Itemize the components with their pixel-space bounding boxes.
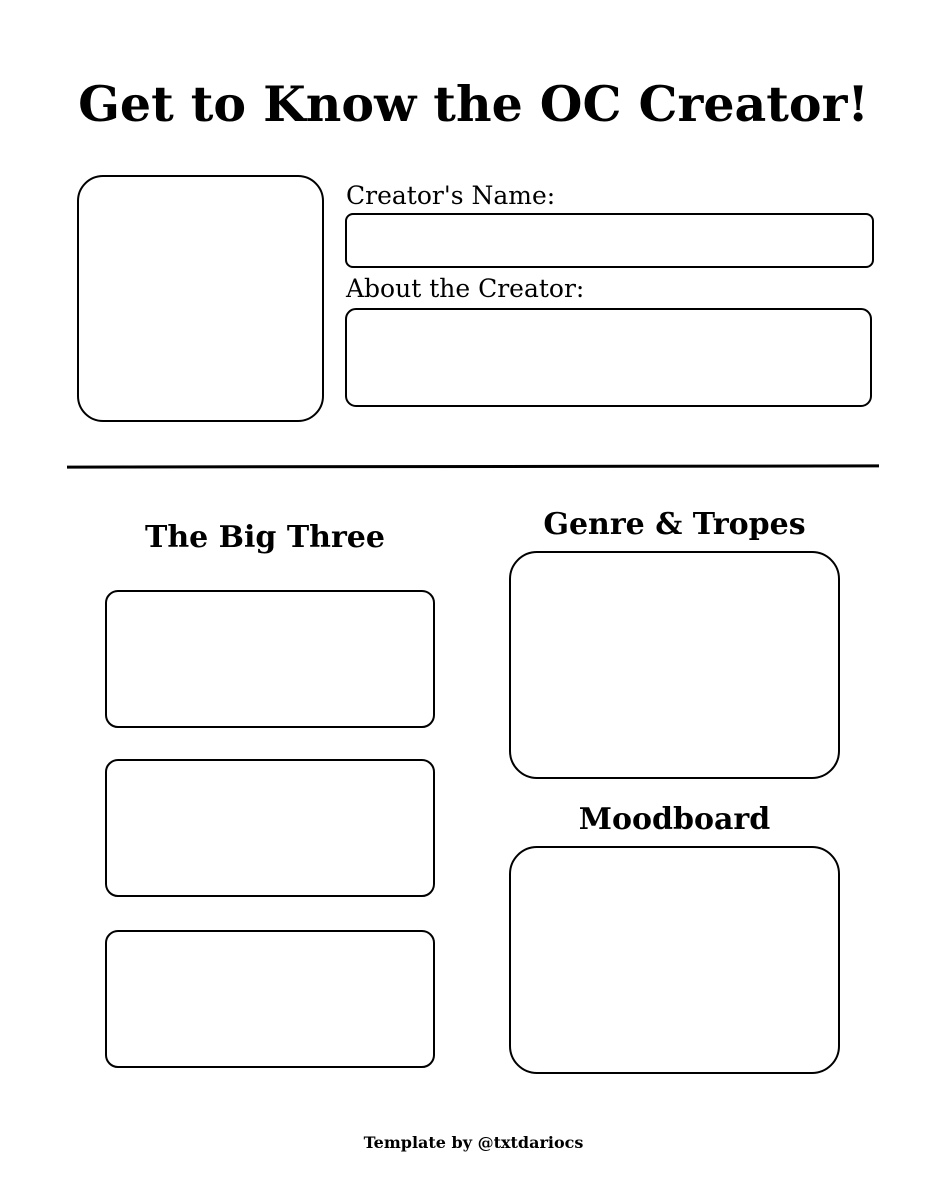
big-three-heading: The Big Three — [145, 520, 385, 555]
page-title: Get to Know the OC Creator! — [78, 75, 869, 133]
creator-name-label: Creator's Name: — [346, 181, 556, 210]
big-three-box-2[interactable] — [105, 759, 435, 897]
big-three-box-1[interactable] — [105, 590, 435, 728]
footer-credit: Template by @txtdariocs — [363, 1133, 584, 1152]
about-creator-label: About the Creator: — [346, 274, 585, 303]
creator-name-field[interactable] — [345, 213, 874, 268]
creator-photo-box[interactable] — [77, 175, 324, 422]
moodboard-heading: Moodboard — [578, 802, 771, 837]
moodboard-box[interactable] — [509, 846, 840, 1074]
section-divider — [67, 464, 879, 468]
about-creator-field[interactable] — [345, 308, 872, 407]
genre-tropes-box[interactable] — [509, 551, 840, 779]
genre-tropes-heading: Genre & Tropes — [543, 507, 806, 542]
big-three-box-3[interactable] — [105, 930, 435, 1068]
